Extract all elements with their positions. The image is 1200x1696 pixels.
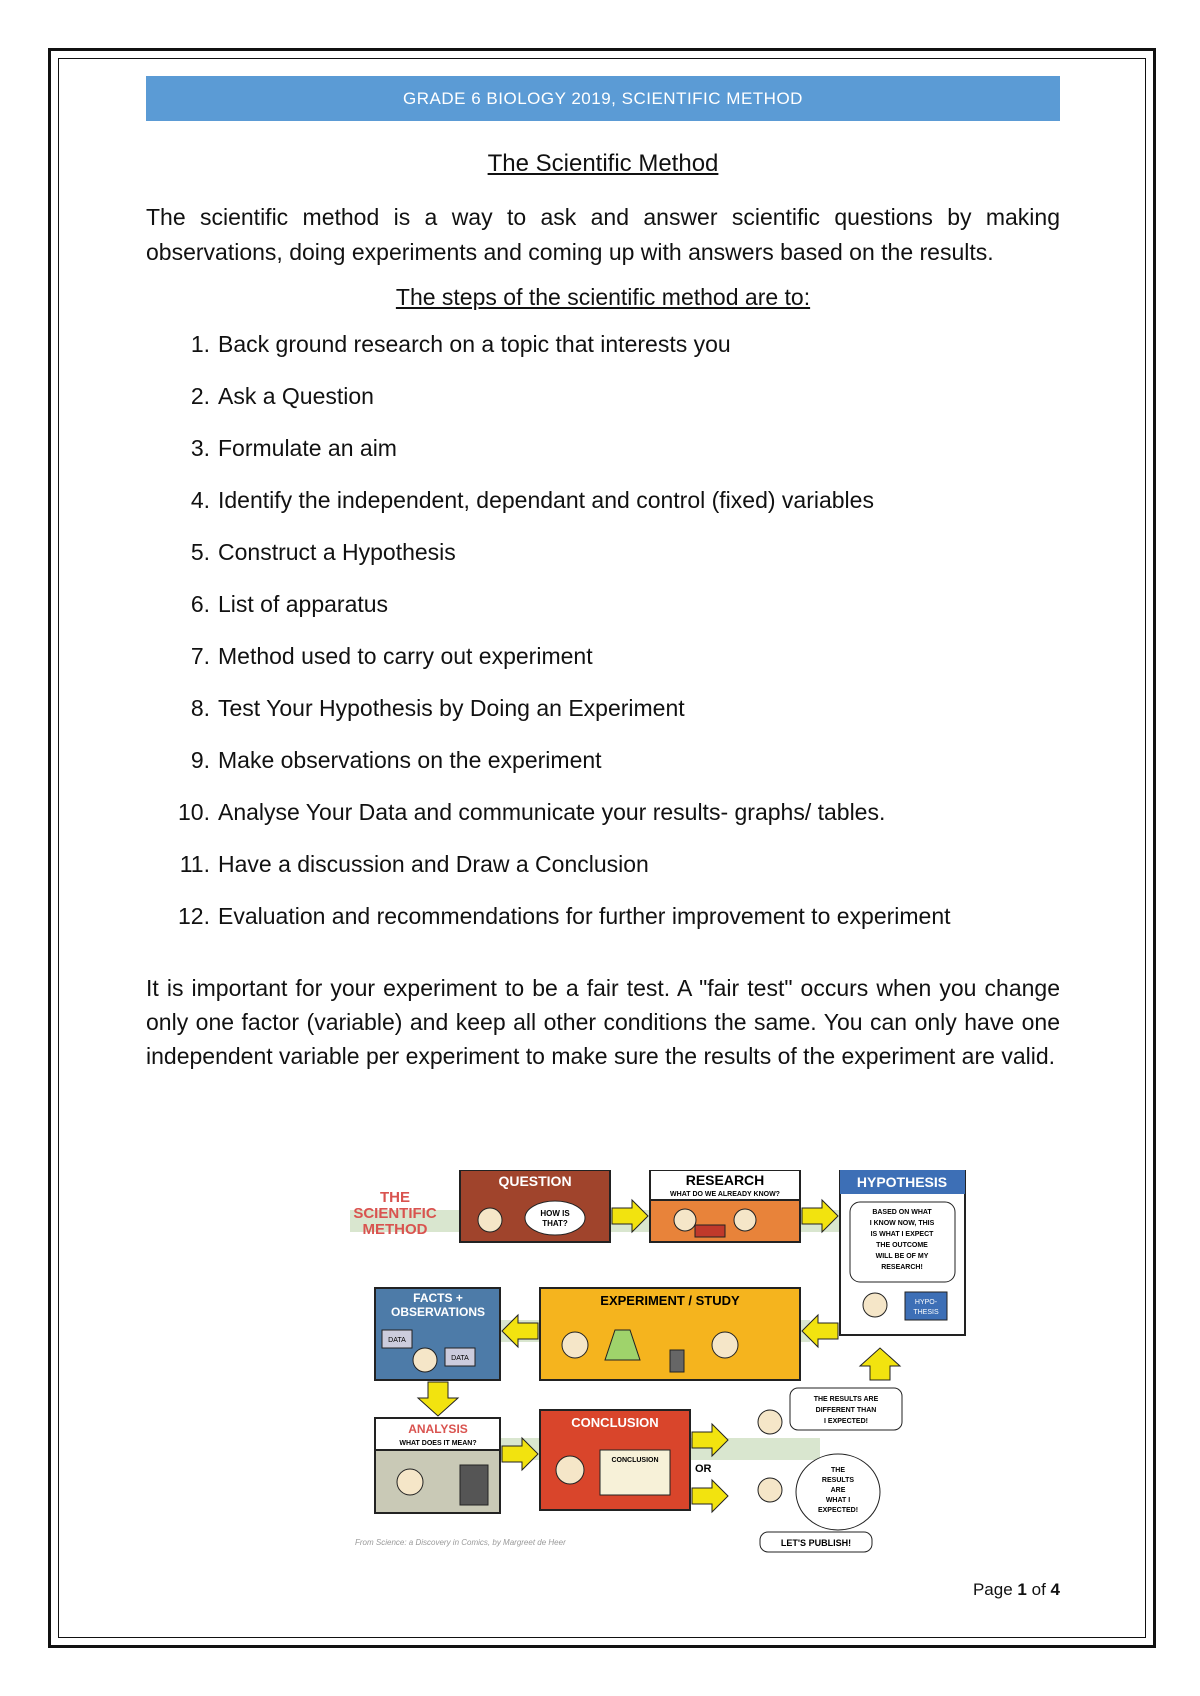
scientist-head-icon <box>413 1348 437 1372</box>
diff-bubble-line: THE RESULTS ARE <box>813 1396 879 1403</box>
footer-page-word: Page <box>972 1580 1013 1599</box>
list-item <box>146 433 1060 485</box>
exp-bubble-line: EXPECTED! <box>817 1507 859 1514</box>
step-number: 9. <box>190 747 210 773</box>
document-body <box>146 150 1060 1073</box>
list-item <box>146 745 1060 797</box>
list-item <box>146 537 1060 589</box>
list-item <box>146 589 1060 641</box>
arrow-up-icon <box>860 1348 900 1380</box>
or-label: OR <box>695 1463 712 1475</box>
scientist-head-icon <box>712 1332 738 1358</box>
data-label: DATA <box>451 1355 469 1362</box>
scientist-head-icon <box>478 1208 502 1232</box>
analysis-subtitle: WHAT DOES IT MEAN? <box>399 1440 477 1447</box>
hypo-sign-line1: HYPO- <box>914 1299 938 1306</box>
brand-line3: METHOD <box>362 1221 428 1238</box>
exp-bubble-line: THE <box>831 1467 845 1474</box>
exp-bubble-line: ARE <box>830 1487 846 1494</box>
data-label: DATA <box>388 1337 406 1344</box>
conclusion-label: CONCLUSION <box>571 1415 659 1430</box>
comic-figure <box>350 1170 970 1560</box>
list-item <box>146 329 1060 381</box>
step-number: 3. <box>190 435 210 461</box>
research-subtitle: WHAT DO WE ALREADY KNOW? <box>670 1191 780 1198</box>
hyp-bubble-line: BASED ON WHAT <box>872 1209 932 1216</box>
step-number: 10. <box>178 799 210 825</box>
footer-total-pages: 4 <box>1050 1580 1060 1599</box>
research-panel <box>650 1170 800 1242</box>
analysis-panel <box>375 1418 500 1513</box>
footer-of-word: of <box>1031 1580 1046 1599</box>
figure-credit: From Science: a Discovery in Comics, by Margreet de Heer <box>355 1538 566 1547</box>
hypothesis-label: HYPOTHESIS <box>856 1174 948 1190</box>
step-number: 7. <box>190 643 210 669</box>
step-number: 11. <box>179 851 210 877</box>
hypothesis-panel <box>840 1170 965 1335</box>
document-header <box>146 76 1060 121</box>
step-text: Formulate an aim <box>218 435 397 461</box>
list-item <box>146 485 1060 537</box>
list-item <box>146 693 1060 745</box>
scientist-head-icon <box>758 1478 782 1502</box>
arrow-down-icon <box>418 1382 458 1416</box>
step-text: Evaluation and recommendations for further improvement to experiment <box>218 903 951 929</box>
step-text: Back ground research on a topic that interests you <box>218 331 731 357</box>
step-number: 6. <box>190 591 210 617</box>
cabinet-icon <box>460 1465 488 1505</box>
question-panel <box>460 1170 610 1242</box>
steps-list <box>146 329 1060 953</box>
step-number: 12. <box>178 903 210 929</box>
microscope-icon <box>670 1350 684 1372</box>
intro-paragraph: The scientific method is a way to ask and answer scientific questions by making observations, doing experiments and coming up with answers based on the results. <box>146 204 1060 265</box>
speech-bubble-icon <box>525 1201 585 1235</box>
step-text: Method used to carry out experiment <box>218 643 593 669</box>
scientist-head-icon <box>562 1332 588 1358</box>
step-text: Analyse Your Data and communicate your results- graphs/ tables. <box>218 799 886 825</box>
scientist-head-icon <box>397 1469 423 1495</box>
step-text: Test Your Hypothesis by Doing an Experiment <box>218 695 685 721</box>
exp-bubble-line: WHAT I <box>825 1497 851 1504</box>
brand-line2: SCIENTIFIC <box>353 1205 437 1222</box>
step-number: 2. <box>190 383 210 409</box>
hyp-bubble-line: THE OUTCOME <box>876 1242 928 1249</box>
step-text: Make observations on the experiment <box>218 747 602 773</box>
diff-bubble-line: DIFFERENT THAN <box>815 1407 877 1414</box>
question-label: QUESTION <box>498 1173 572 1189</box>
header-text: GRADE 6 BIOLOGY 2019, SCIENTIFIC METHOD <box>403 88 803 108</box>
arrow-left-icon <box>502 1315 538 1347</box>
conclusion-sign-text: CONCLUSION <box>611 1457 659 1464</box>
footer-page-number: 1 <box>1017 1580 1027 1599</box>
hypo-sign-line2: THESIS <box>913 1309 939 1316</box>
list-item <box>146 797 1060 849</box>
page-title: The Scientific Method <box>487 150 719 177</box>
step-number: 5. <box>190 539 210 565</box>
step-number: 4. <box>190 487 210 513</box>
page-footer <box>973 1580 1060 1600</box>
steps-heading: The steps of the scientific method are to: <box>395 284 811 310</box>
step-text: Have a discussion and Draw a Conclusion <box>218 851 649 877</box>
arrow-left-icon <box>802 1315 838 1347</box>
hyp-bubble-line: RESEARCH! <box>881 1264 923 1271</box>
scientist-head-icon <box>674 1209 696 1231</box>
hyp-bubble-line: IS WHAT I EXPECT <box>870 1231 934 1238</box>
facts-label-line1: FACTS + <box>413 1291 463 1305</box>
experiment-panel <box>540 1288 800 1380</box>
exp-bubble-line: RESULTS <box>821 1477 855 1484</box>
question-bubble-line2: THAT? <box>542 1219 568 1228</box>
scientist-head-icon <box>758 1410 782 1434</box>
diff-bubble-line: I EXPECTED! <box>824 1418 868 1425</box>
list-item <box>146 641 1060 693</box>
scientist-head-icon <box>863 1293 887 1317</box>
research-label: RESEARCH <box>685 1172 765 1188</box>
scientific-method-comic <box>350 1170 970 1560</box>
scientist-head-icon <box>556 1456 584 1484</box>
brand-line1: THE <box>380 1189 410 1206</box>
hyp-bubble-line: WILL BE OF MY <box>875 1253 929 1260</box>
step-text: Construct a Hypothesis <box>218 539 456 565</box>
experiment-label: EXPERIMENT / STUDY <box>600 1293 740 1308</box>
publish-label: LET'S PUBLISH! <box>780 1538 852 1548</box>
analysis-label: ANALYSIS <box>408 1422 468 1436</box>
facts-panel <box>375 1288 500 1380</box>
fair-test-paragraph: It is important for your experiment to be a fair test. A "fair test" occurs when you change only one factor (variable) and keep all other conditions the same. You can only have one independent variable per experiment to make sure the results of the experiment are valid. <box>146 975 1060 1069</box>
hyp-bubble-line: I KNOW NOW, THIS <box>869 1220 935 1227</box>
scientist-head-icon <box>734 1209 756 1231</box>
step-number: 8. <box>190 695 210 721</box>
conclusion-panel <box>540 1410 690 1510</box>
step-number: 1. <box>190 331 210 357</box>
list-item <box>146 849 1060 901</box>
arrow-right-icon <box>692 1480 728 1512</box>
question-bubble-line1: HOW IS <box>540 1209 570 1218</box>
step-text: Identify the independent, dependant and control (fixed) variables <box>218 487 874 513</box>
facts-label-line2: OBSERVATIONS <box>390 1305 486 1319</box>
step-text: Ask a Question <box>218 383 374 409</box>
list-item <box>146 901 1060 953</box>
list-item <box>146 381 1060 433</box>
step-text: List of apparatus <box>218 591 389 617</box>
book-icon <box>695 1225 725 1237</box>
